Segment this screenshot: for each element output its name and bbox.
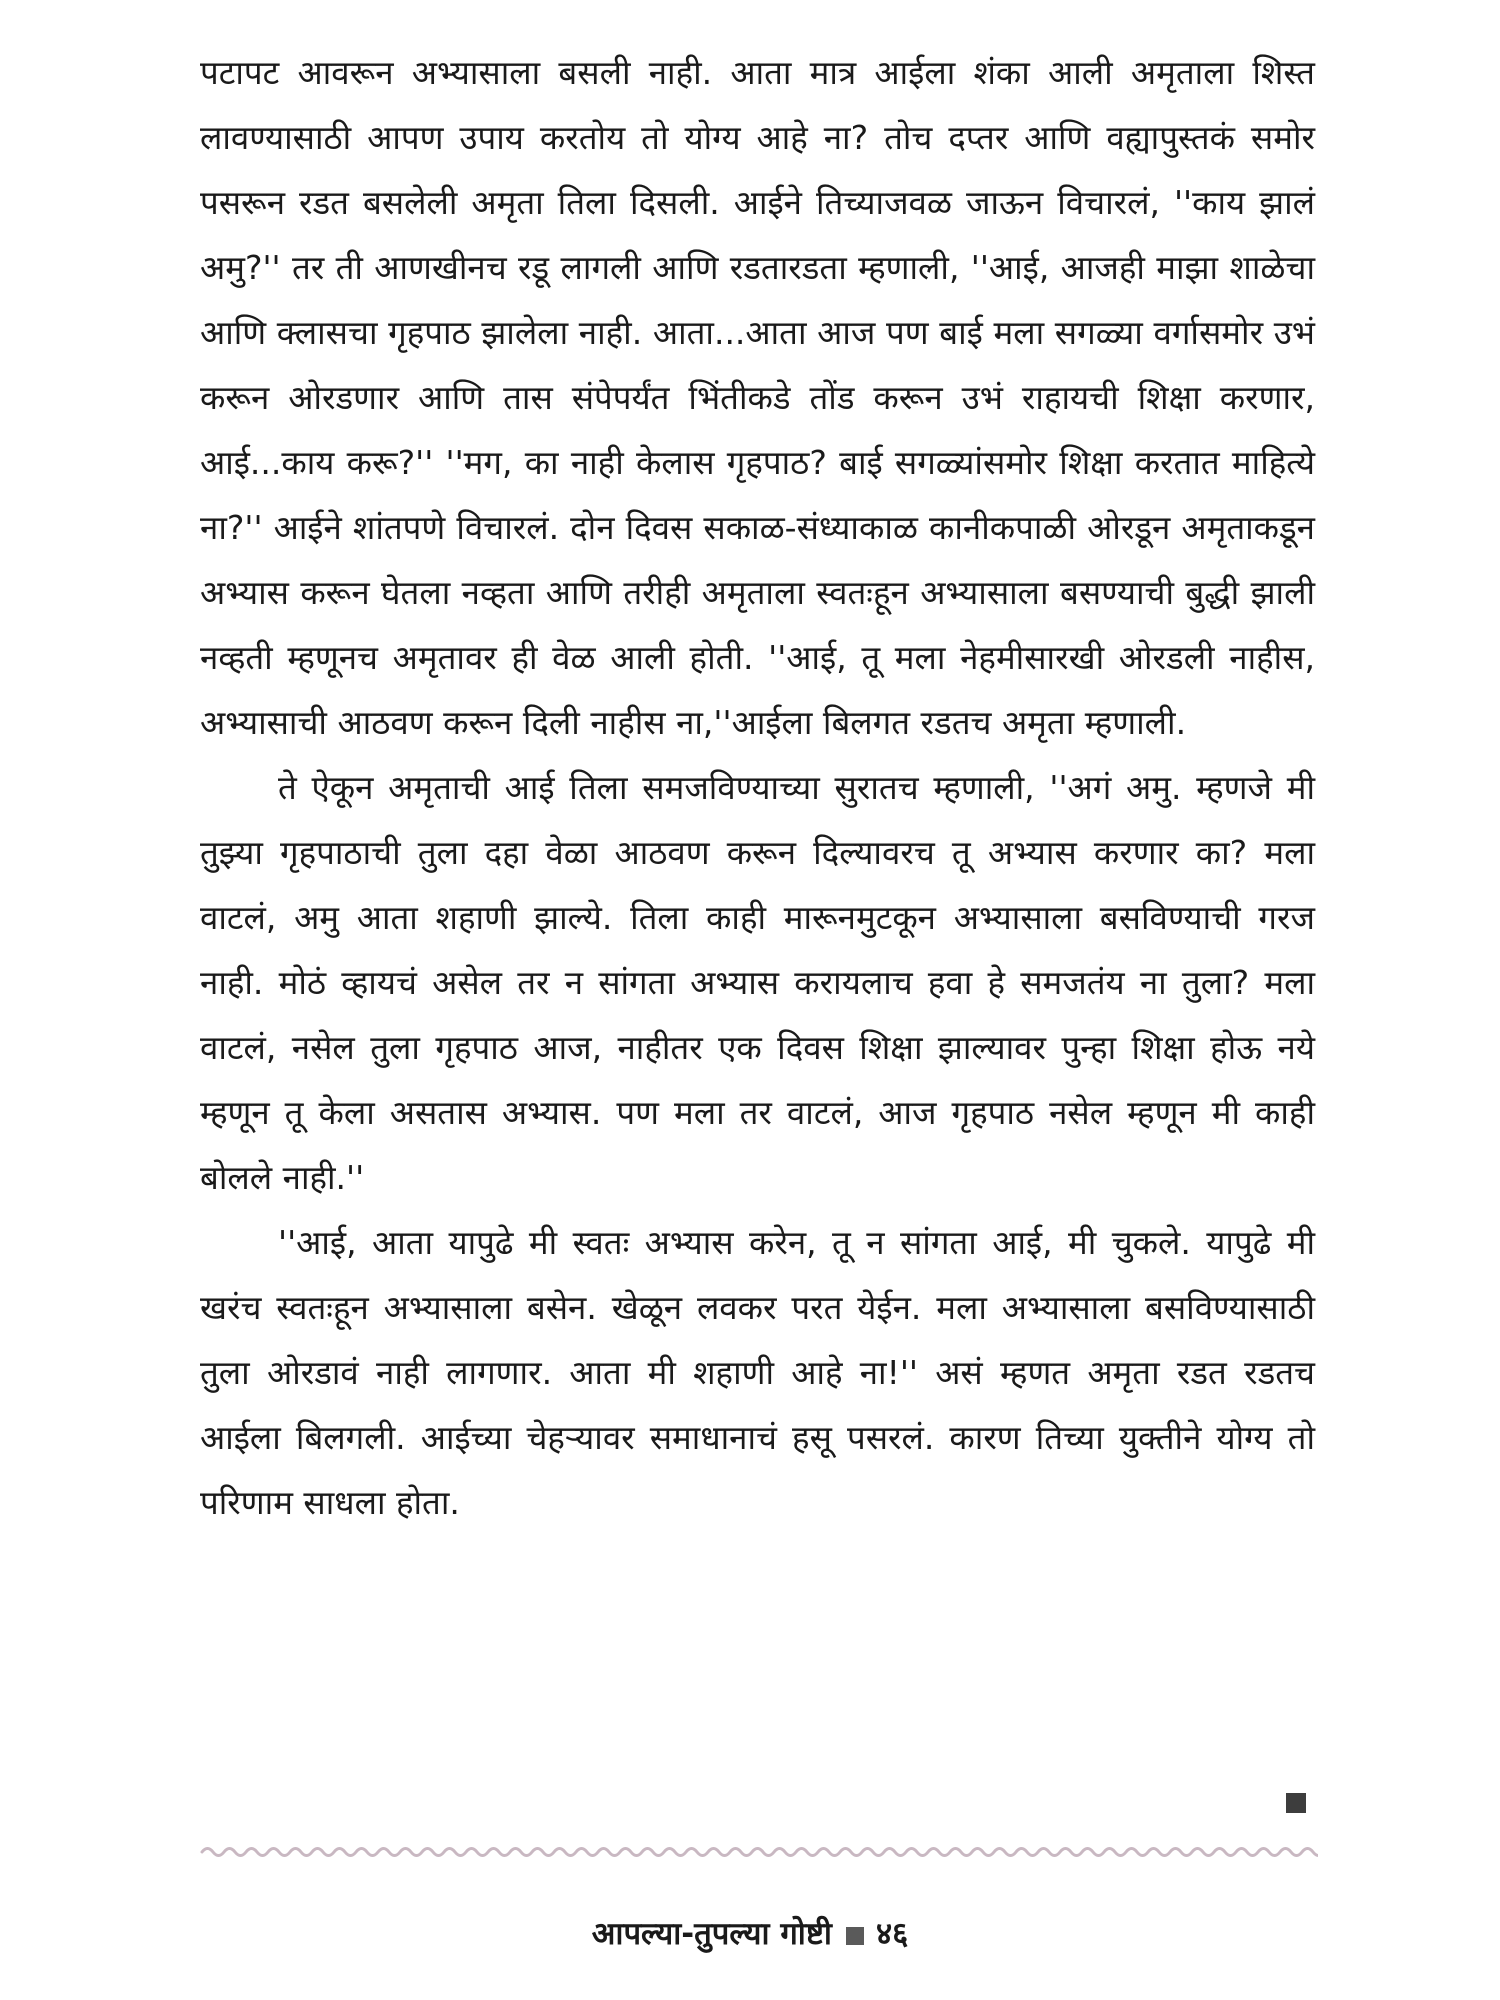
footer-page-number: ४६: [875, 1916, 909, 1952]
paragraph-1: पटापट आवरून अभ्यासाला बसली नाही. आता मात्र आईला शंका आली अमृताला शिस्त लावण्यासाठी आपण उपाय करतोय तो योग्य आहे ना? तोच दप्तर आणि वह्यापुस्तकं समोर पसरून रडत बसलेली अमृता तिला दिसली. आईने तिच्याजवळ जाऊन विचारलं, ''काय झालं अमु?'' तर ती आणखीनच रडू लागली आणि रडतारडता म्हणाली, ''आई, आजही माझा शाळेचा आणि क्लासचा गृहपाठ झालेला नाही. आता...आता आज पण बाई मला सगळ्या वर्गासमोर उभं करून ओरडणार आणि तास संपेपर्यंत भिंतीकडे तोंड करून उभं राहायची शिक्षा करणार, आई...काय करू?'' ''मग, का नाही केलास गृहपाठ? बाई सगळ्यांसमोर शिक्षा करतात माहित्ये ना?'' आईने शांतपणे विचारलं. दोन दिवस सकाळ-संध्याकाळ कानीकपाळी ओरडून अमृताकडून अभ्यास करून घेतला नव्हता आणि तरीही अमृताला स्वतःहून अभ्यासाला बसण्याची बुद्धी झाली नव्हती म्हणूनच अमृतावर ही वेळ आली होती. ''आई, तू मला नेहमीसारखी ओरडली नाहीस, अभ्यासाची आठवण करून दिली नाहीस ना,''आईला बिलगत रडतच अमृता म्हणाली.: [200, 53, 1315, 742]
paragraph-2: ते ऐकून अमृताची आई तिला समजविण्याच्या सुरातच म्हणाली, ''अगं अमु. म्हणजे मी तुझ्या गृहपाठाची तुला दहा वेळा आठवण करून दिल्यावरच तू अभ्यास करणार का? मला वाटलं, अमु आता शहाणी झाल्ये. तिला काही मारूनमुटकून अभ्यासाला बसविण्याची गरज नाही. मोठं व्हायचं असेल तर न सांगता अभ्यास करायलाच हवा हे समजतंय ना तुला? मला वाटलं, नसेल तुला गृहपाठ आज, नाहीतर एक दिवस शिक्षा झाल्यावर पुन्हा शिक्षा होऊ नये म्हणून तू केला असतास अभ्यास. पण मला तर वाटलं, आज गृहपाठ नसेल म्हणून मी काही बोलले नाही.'': [200, 768, 1315, 1197]
decorative-wave-divider: [198, 1842, 1318, 1862]
footer-book-title: आपल्या-तुपल्या गोष्टी: [591, 1916, 832, 1952]
story-text: [200, 40, 1315, 1535]
end-of-story-square-icon: [1286, 1793, 1306, 1813]
page-footer: [0, 1912, 1500, 1956]
paragraph-3: ''आई, आता यापुढे मी स्वतः अभ्यास करेन, तू न सांगता आई, मी चुकले. यापुढे मी खरंच स्वतःहून अभ्यासाला बसेन. खेळून लवकर परत येईन. मला अभ्यासाला बसविण्यासाठी तुला ओरडावं नाही लागणार. आता मी शहाणी आहे ना!'' असं म्हणत अमृता रडत रडतच आईला बिलगली. आईच्या चेहऱ्यावर समाधानाचं हसू पसरलं. कारण तिच्या युक्तीने योग्य तो परिणाम साधला होता.: [200, 1223, 1315, 1522]
footer-separator-square-icon: [846, 1927, 864, 1945]
